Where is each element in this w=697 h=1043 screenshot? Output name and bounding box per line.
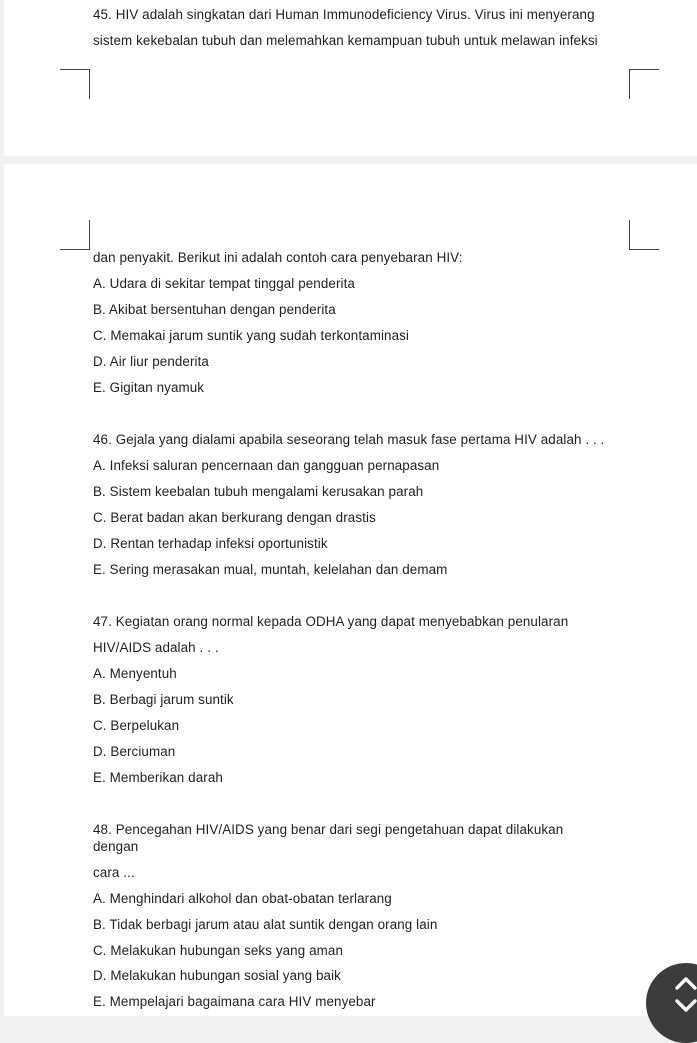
document-page-2 <box>4 164 697 1016</box>
question-45-line-3: dan penyakit. Berikut ini adalah contoh cara penyebaran HIV: <box>93 250 463 265</box>
document-page-1 <box>4 0 697 156</box>
option-48-c: C. Melakukan hubungan seks yang aman <box>93 943 343 958</box>
option-46-c: C. Berat badan akan berkurang dengan drastis <box>93 510 376 525</box>
option-48-a: A. Menghindari alkohol dan obat-obatan terlarang <box>93 891 392 906</box>
question-48-line-1: 48. Pencegahan HIV/AIDS yang benar dari segi pengetahuan dapat dilakukan <box>93 822 564 837</box>
question-47-line-2: HIV/AIDS adalah . . . <box>93 640 219 655</box>
option-45-d: D. Air liur penderita <box>93 354 209 369</box>
question-48-line-2: dengan <box>93 839 139 854</box>
chevron-up-down-icon <box>674 973 697 1019</box>
option-47-e: E. Memberikan darah <box>93 770 223 785</box>
question-48-line-3: cara ... <box>93 865 135 880</box>
question-47-line-1: 47. Kegiatan orang normal kepada ODHA yang dapat menyebabkan penularan <box>93 614 569 629</box>
question-45-line-1: 45. HIV adalah singkatan dari Human Immunodeficiency Virus. Virus ini menyerang <box>93 7 595 22</box>
option-47-d: D. Berciuman <box>93 744 176 759</box>
option-47-c: C. Berpelukan <box>93 718 180 733</box>
option-45-e: E. Gigitan nyamuk <box>93 380 205 395</box>
option-46-d: D. Rentan terhadap infeksi oportunistik <box>93 536 328 551</box>
question-46: 46. Gejala yang dialami apabila seseorang telah masuk fase pertama HIV adalah . . . <box>93 432 605 447</box>
option-47-a: A. Menyentuh <box>93 666 177 681</box>
option-46-e: E. Sering merasakan mual, muntah, kelelahan dan demam <box>93 562 448 577</box>
option-48-d: D. Melakukan hubungan sosial yang baik <box>93 968 341 983</box>
option-46-b: B. Sistem keebalan tubuh mengalami kerusakan parah <box>93 484 424 499</box>
question-45-line-2: sistem kekebalan tubuh dan melemahkan kemampuan tubuh untuk melawan infeksi <box>93 33 598 48</box>
option-45-b: B. Akibat bersentuhan dengan penderita <box>93 302 336 317</box>
option-45-c: C. Memakai jarum suntik yang sudah terkontaminasi <box>93 328 409 343</box>
crop-mark-bottom-right <box>629 220 659 250</box>
crop-mark-bottom-left <box>60 220 90 250</box>
option-47-b: B. Berbagi jarum suntik <box>93 692 234 707</box>
option-45-a: A. Udara di sekitar tempat tinggal penderita <box>93 276 355 291</box>
option-48-e: E. Mempelajari bagaimana cara HIV menyebar <box>93 994 376 1009</box>
crop-mark-top-right <box>629 69 659 99</box>
option-48-b: B. Tidak berbagi jarum atau alat suntik dengan orang lain <box>93 917 438 932</box>
option-46-a: A. Infeksi saluran pencernaan dan gangguan pernapasan <box>93 458 440 473</box>
crop-mark-top-left <box>60 69 90 99</box>
